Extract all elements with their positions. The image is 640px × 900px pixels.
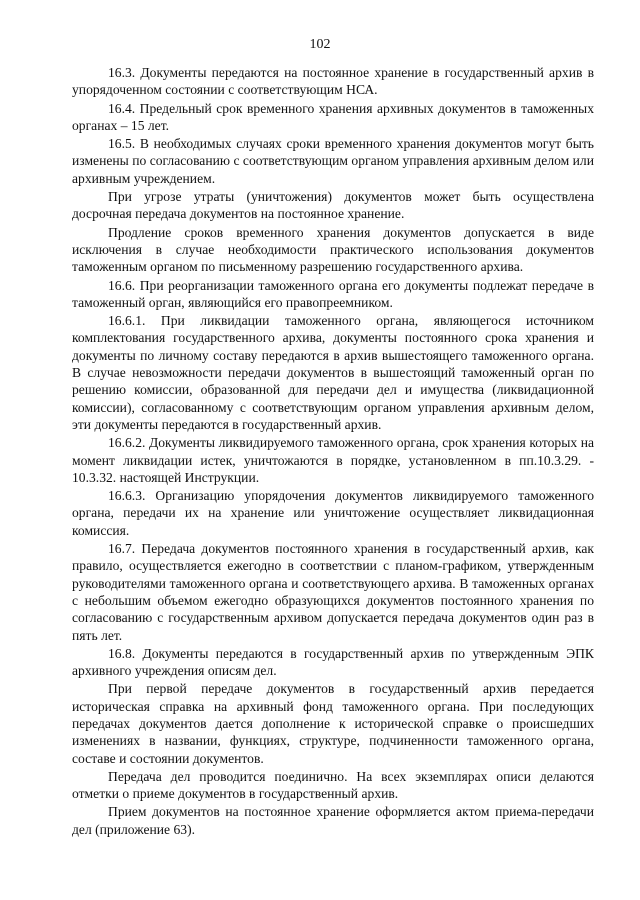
paragraph-acceptance-act: Прием документов на постоянное хранение оформляется актом приема-передачи дел (приложение 63). bbox=[72, 804, 594, 837]
paragraph-16-6: 16.6. При реорганизации таможенного органа его документы подлежат передаче в таможенный орган, являющийся его правопреемником. bbox=[72, 277, 594, 310]
paragraph-extension: Продление сроков временного хранения документов допускается в виде исключения в случае необходимости практического использования документов таможенным органом по письменному разрешению государственного архива. bbox=[72, 224, 594, 275]
paragraph-16-6-3: 16.6.3. Организацию упорядочения документов ликвидируемого таможенного органа, передачи их на хранение или уничтожение осуществляет ликвидационная комиссия. bbox=[72, 488, 594, 538]
paragraph-16-5: 16.5. В необходимых случаях сроки временного хранения документов могут быть изменены по согласованию с соответствующим органом управления архивным делом или архивным учреждением. bbox=[72, 136, 594, 186]
paragraph-16-6-2: 16.6.2. Документы ликвидируемого таможенного органа, срок хранения которых на момент ликвидации истек, уничтожаются в порядке, установленном в пп.10.3.29. - 10.3.32. настоящей Инструкции. bbox=[72, 435, 594, 485]
paragraph-early-transfer: При угрозе утраты (уничтожения) документов может быть осуществлена досрочная передача документов на постоянное хранение. bbox=[72, 189, 594, 222]
paragraph-item-transfer: Передача дел проводится поединично. На всех экземплярах описи делаются отметки о приеме документов в государственный архив. bbox=[72, 768, 594, 802]
page-number: 102 bbox=[309, 37, 331, 52]
paragraph-historical-note: При первой передаче документов в государственный архив передается историческая справка на архивный фонд таможенного органа. При последующих передачах документов дается дополнение к исторической справке о происшедших изменениях в названии, функциях, структуре, подчиненности таможенного органа, составе и состоянии документов. bbox=[72, 681, 594, 766]
paragraph-16-4: 16.4. Предельный срок временного хранения архивных документов в таможенных органах – 15 лет. bbox=[72, 100, 594, 133]
document-body bbox=[72, 64, 594, 839]
paragraph-16-3: 16.3. Документы передаются на постоянное хранение в государственный архив в упорядоченном состоянии с соответствующим НСА. bbox=[72, 65, 594, 98]
paragraph-16-7: 16.7. Передача документов постоянного хранения в государственный архив, как правило, осуществляется ежегодно в соответствии с планом-графиком, утвержденным руководителями таможенного органа и соответствующего архива. В таможенных органах с небольшим объемом ежегодно образующихся документов постоянного хранения по согласованию с государственным архивом допускается передача документов один раз в пять лет. bbox=[72, 541, 594, 643]
paragraph-16-6-1: 16.6.1. При ликвидации таможенного органа, являющегося источником комплектования государственного архива, документы постоянного срока хранения и документы по личному составу передаются в архив вышестоящего таможенного органа. В случае невозможности передачи документов в вышестоящий таможенный орган по решению комиссии, образованной для передачи дел и имущества (ликвидационной комиссии), согласованному с соответствующим органом управления архивным делом, эти документы передаются в государственный архив. bbox=[72, 313, 594, 432]
paragraph-16-8: 16.8. Документы передаются в государственный архив по утвержденным ЭПК архивного учреждения описям дел. bbox=[72, 645, 594, 679]
